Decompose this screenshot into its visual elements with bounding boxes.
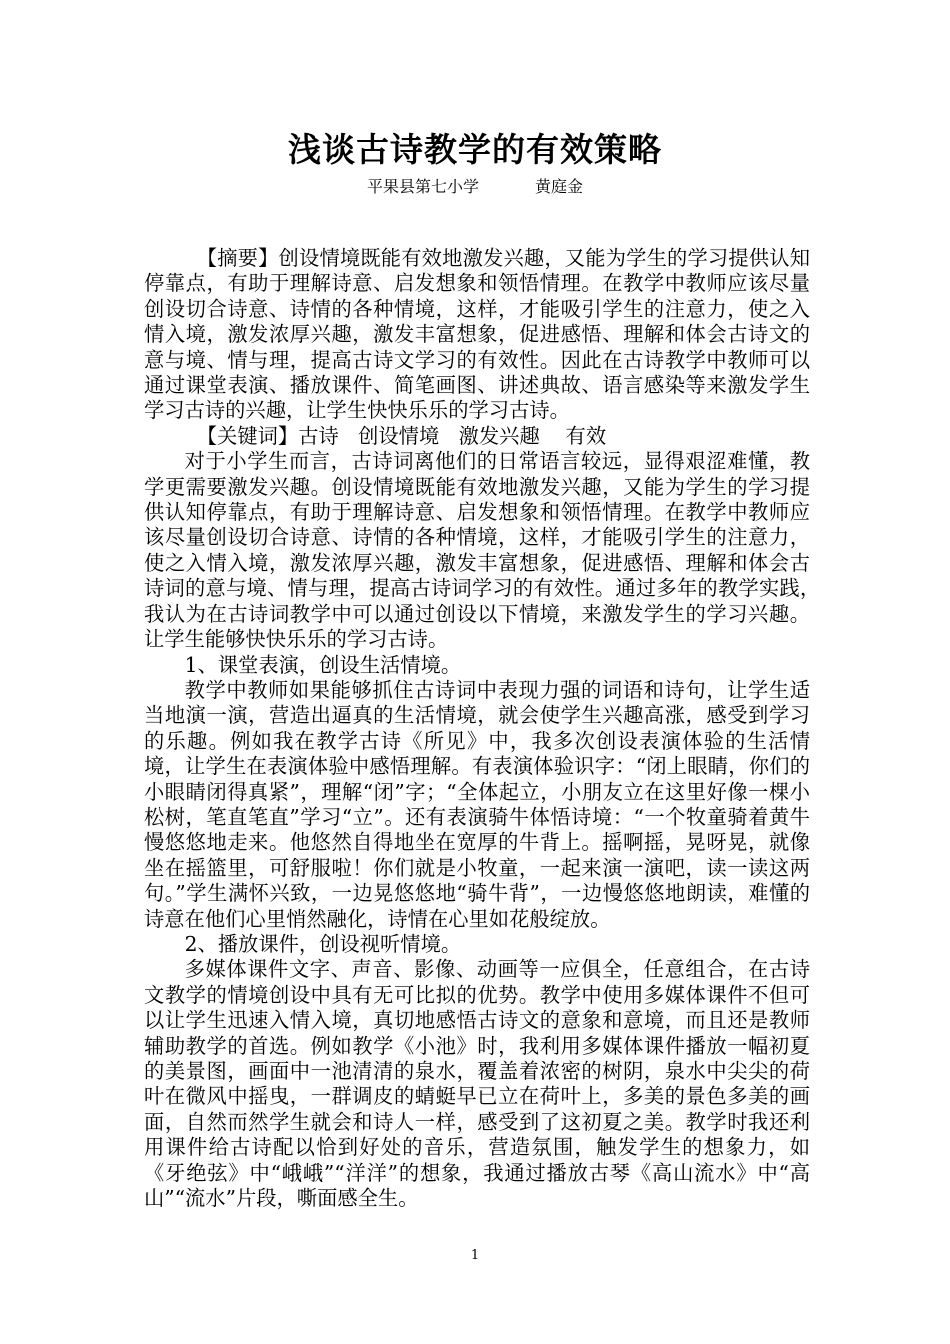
keyword: 激发兴趣 — [458, 423, 540, 448]
body-paragraph: 对于小学生而言，古诗词离他们的日常语言较远，显得艰涩难懂，教学更需要激发兴趣。创设情境既能有效地激发兴趣，又能为学生的学习提供认知停靠点，有助于理解诗意、启发想象和领悟情理。在教学中教师应该尽量创设切合诗意、诗情的各种情境，这样，才能吸引学生的注意力，使之入情入境，激发浓厚兴趣，激发丰富想象，促进感悟、理解和体会古诗词的意与境、情与理，提高古诗词学习的有效性。通过多年的教学实践， 我认为在古诗词教学中可以通过创设以下情境，来激发学生的学习兴趣。让学生能够快快乐乐的学习古诗。 — [144, 449, 831, 652]
abstract-paragraph: 【摘要】创设情境既能有效地激发兴趣，又能为学生的学习提供认知停靠点，有助于理解诗意、启发想象和领悟情理。在教学中教师应该尽量创设切合诗意、诗情的各种情境，这样，才能吸引学生的注意力，使之入情入境，激发浓厚兴趣，激发丰富想象，促进感悟、理解和体会古诗文的意与境、情与理，提高古诗文学习的有效性。因此在古诗教学中教师可以通过课堂表演、播放课件、简笔画图、讲述典故、语言感染等来激发学生学习古诗的兴趣，让学生快快乐乐的学习古诗。 — [144, 246, 810, 423]
section-heading: 2、播放课件，创设视听情境。 — [184, 931, 462, 956]
body-paragraph: 教学中教师如果能够抓住古诗词中表现力强的词语和诗句，让学生适当地演一演，营造出逼真的生活情境，就会使学生兴趣高涨，感受到学习的乐趣。例如我在教学古诗《所见》中，我多次创设表演体验的生活情境，让学生在表演体验中感悟理解。有表演体验识字：“闭上眼睛，你们的小眼睛闭得真紧”，理解“闭”字；“全体起立，小朋友立在这里好像一棵小松树，笔直笔直”学习“立”。还有表演骑牛体悟诗境：“一个牧童骑着黄牛慢悠悠地走来。他悠然自得地坐在宽厚的牛背上。摇啊摇，晃呀晃，就像坐在摇篮里，可舒服啦！你们就是小牧童，一起来演一演吧，读一读这两句。”学生满怀兴致，一边晃悠悠地“骑牛背”，一边慢悠悠地朗读，难懂的诗意在他们心里悄然融化，诗情在心里如花般绽放。 — [144, 677, 810, 931]
school-name: 平果县第七小学 — [366, 177, 479, 196]
byline — [0, 176, 950, 198]
keywords-line — [144, 424, 810, 449]
keyword: 有效 — [565, 423, 607, 448]
section-heading: 1、课堂表演，创设生活情境。 — [184, 652, 462, 677]
body-paragraph: 多媒体课件文字、声音、影像、动画等一应俱全，任意组合，在古诗文教学的情境创设中具有无可比拟的优势。教学中使用多媒体课件不但可以让学生迅速入情入境，真切地感悟古诗文的意象和意境，而且还是教师辅助教学的首选。例如教学《小池》时，我利用多媒体课件播放一幅初夏的美景图，画面中一池清清的泉水，覆盖着浓密的树阴，泉水中尖尖的荷叶在微风中摇曳，一群调皮的蜻蜓早已立在荷叶上，多美的景色多美的画面，自然而然学生就会和诗人一样，感受到了这初夏之美。教学时我还利用课件给古诗配以恰到好处的音乐，营造氛围，触发学生的想象力，如《牙绝弦》中“峨峨”“洋洋”的想象，我通过播放古琴《高山流水》中“高山”“流水”片段，嘶面感全生。 — [144, 957, 810, 1211]
body-text — [144, 246, 831, 1211]
keywords-label: 【关键词】 — [196, 423, 299, 448]
page-number: 1 — [470, 1248, 480, 1263]
document-title: 浅谈古诗教学的有效策略 — [288, 130, 662, 169]
keyword: 创设情境 — [358, 423, 440, 448]
author-name: 黄庭金 — [535, 177, 584, 196]
keyword: 古诗 — [298, 423, 339, 448]
